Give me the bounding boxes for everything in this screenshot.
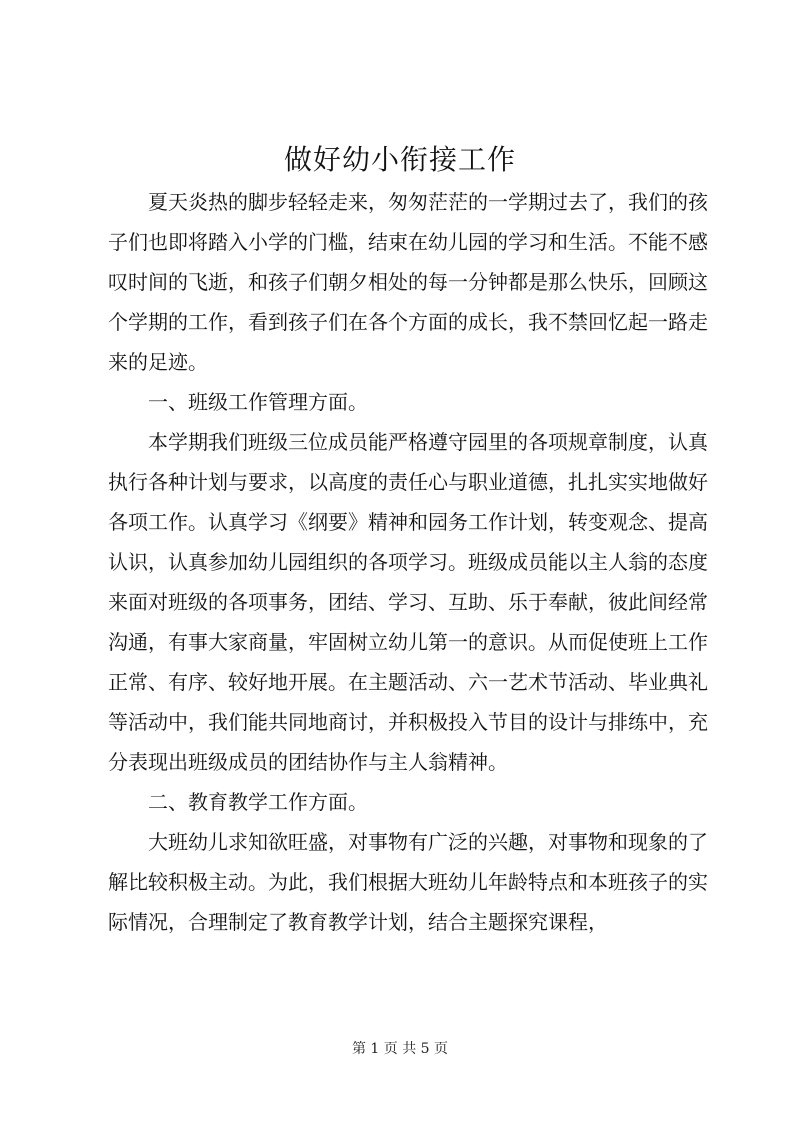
document-body — [108, 182, 708, 942]
document-title: 做好幼小衔接工作 — [283, 143, 516, 176]
section-heading-class-management: 一、班级工作管理方面。 — [148, 390, 368, 414]
paragraph-intro: 夏天炎热的脚步轻轻走来，匆匆茫茫的一学期过去了，我们的孩子们也即将踏入小学的门槛，结束在幼儿园的学习和生活。不能不感叹时间的飞逝，和孩子们朝夕相处的每一分钟都是那么快乐，回顾这个学期的工作，看到孩子们在各个方面的成长，我不禁回忆起一路走来的足迹。 — [108, 190, 708, 374]
page-footer: 第 1 页 共 5 页 — [351, 1041, 449, 1057]
section-heading-teaching: 二、教育教学工作方面。 — [148, 790, 368, 814]
paragraph-class-management: 本学期我们班级三位成员能严格遵守园里的各项规章制度，认真执行各种计划与要求，以高度的责任心与职业道德，扎扎实实地做好各项工作。认真学习《纲要》精神和园务工作计划，转变观念、提高认识，认真参加幼儿园组织的各项学习。班级成员能以主人翁的态度来面对班级的各项事务，团结、学习、互助、乐于奉献，彼此间经常沟通，有事大家商量，牢固树立幼儿第一的意识。从而促使班上工作正常、有序、较好地开展。在主题活动、六一艺术节活动、毕业典礼等活动中，我们能共同地商讨，并积极投入节目的设计与排练中，充分表现出班级成员的团结协作与主人翁精神。 — [108, 430, 708, 774]
paragraph-teaching: 大班幼儿求知欲旺盛，对事物有广泛的兴趣，对事物和现象的了解比较积极主动。为此，我们根据大班幼儿年龄特点和本班孩子的实际情况，合理制定了教育教学计划，结合主题探究课程， — [108, 830, 708, 934]
